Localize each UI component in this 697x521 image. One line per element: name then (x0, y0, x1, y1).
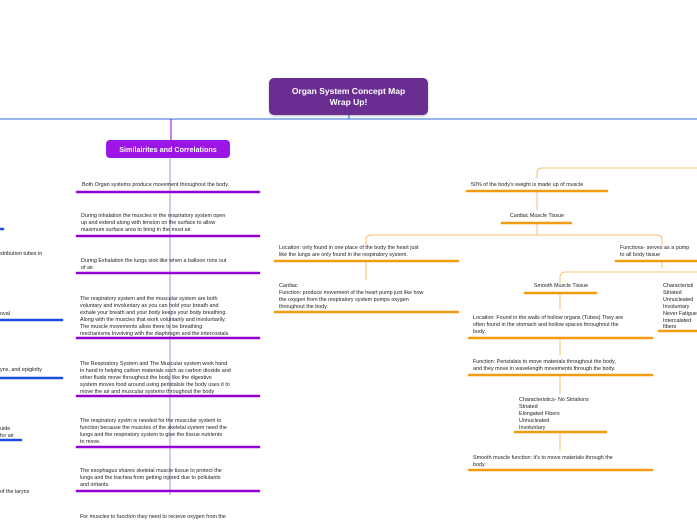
cardiac-function-node[interactable]: Cardiac Function: produce movement of the heart pump just like how the oxygen from the respiratory system pumps oxygen throughout the body. (279, 283, 424, 310)
smooth-function-node-2[interactable]: Smooth muscle function: it's to move materials through the body. (473, 455, 613, 468)
similarity-underlines (77, 192, 259, 491)
muscular-branch-line (537, 168, 697, 178)
muscle-weight-node[interactable]: 50% of the body's weight is made up of muscle (471, 182, 584, 188)
cardiac-characteristics-node[interactable]: Characteristi Striated Unnucleated Involuntary Never Fatigue Intercalated fibers (663, 283, 697, 331)
cardiac-location-node[interactable]: Location: only found in one place of the body the heart just like the lungs are only found in the respiratory system. (279, 245, 419, 258)
similarities-hub[interactable] (106, 140, 230, 158)
similarity-item[interactable]: During inhalation the muscles in the respiratory system open up and extend along with tension on the surface to allow maximum surface area to bring in the most air. (81, 213, 226, 233)
smooth-location-node[interactable]: Location: Found in the walls of hollow organs (Tubes) They are often found in the stomach and hollow spaces throughout the body. (473, 315, 624, 335)
smooth-muscle-node[interactable]: Smooth Muscle Tissue (533, 283, 589, 289)
left-fragment[interactable]: stribution tubes in (0, 251, 43, 257)
smooth-function-node[interactable]: Function: Peristalsis to move materials throughout the body, and they move in wavelength movements through the body. (473, 359, 616, 372)
cardiac-muscle-node[interactable]: Cardiac Muscle Tissue (509, 213, 565, 219)
smooth-characteristics-node[interactable]: Characteristics- No Striations Striated Elongated Fibers Unnucleated Involuntary (519, 397, 589, 431)
left-fragment-underlines (0, 229, 62, 440)
similarity-item[interactable]: The respiratory systm is needed for the muscular system to function because the muscles of the skeletal system need the lungs and the respiratory system to give the tissue nutrients to move. (80, 418, 227, 445)
cardiac-functions-node[interactable]: Functions- serves as a pump to all body tissue (620, 245, 690, 258)
left-fragment[interactable]: oval (0, 311, 10, 317)
similarities-hub-label: Similairites and Correlations (119, 144, 217, 154)
similarity-item[interactable]: The Respiratory System and The Muscular system work hand in hand in helping carbon materials such as carbon dioxide and other fluids move throughout the body like the digestive system moves food around using peristalsis the body uses it to move the air and muscular systems throughout the body (80, 361, 231, 395)
similarity-item[interactable]: The respiratory system and the muscular system are both voluntary and involuntary as you can hold your breath and exhale your breath and your body keeps your body breathing. Along with the muscles that work voluntarily and involuntarily. The muscle movements allow there to be breathing mechanisms Involving with the diaphragm and the intercostals (80, 296, 229, 337)
left-fragment[interactable]: uide for air (0, 426, 14, 439)
similarity-item[interactable]: The esophagus shares skeletal muscle tissue to protect the lungs and the trachea from getting injured due to pollutants and irritants. (80, 468, 222, 488)
root-topic[interactable] (269, 78, 428, 115)
left-fragment[interactable]: of the larynx (0, 489, 30, 495)
root-topic-label: Organ System Concept Map Wrap Up! (291, 85, 406, 107)
similarity-item[interactable]: Both Organ systems produce movement throughout the body. (82, 182, 230, 188)
root-connector-line (0, 115, 697, 119)
similarity-item[interactable]: During Exhalation the lungs sink like when a balloon runs out of air. (81, 258, 227, 271)
left-fragment[interactable]: ynx, and epiglotty (0, 367, 42, 373)
similarity-item[interactable]: For muscles to function they need to recieve oxygen from the (80, 514, 226, 520)
